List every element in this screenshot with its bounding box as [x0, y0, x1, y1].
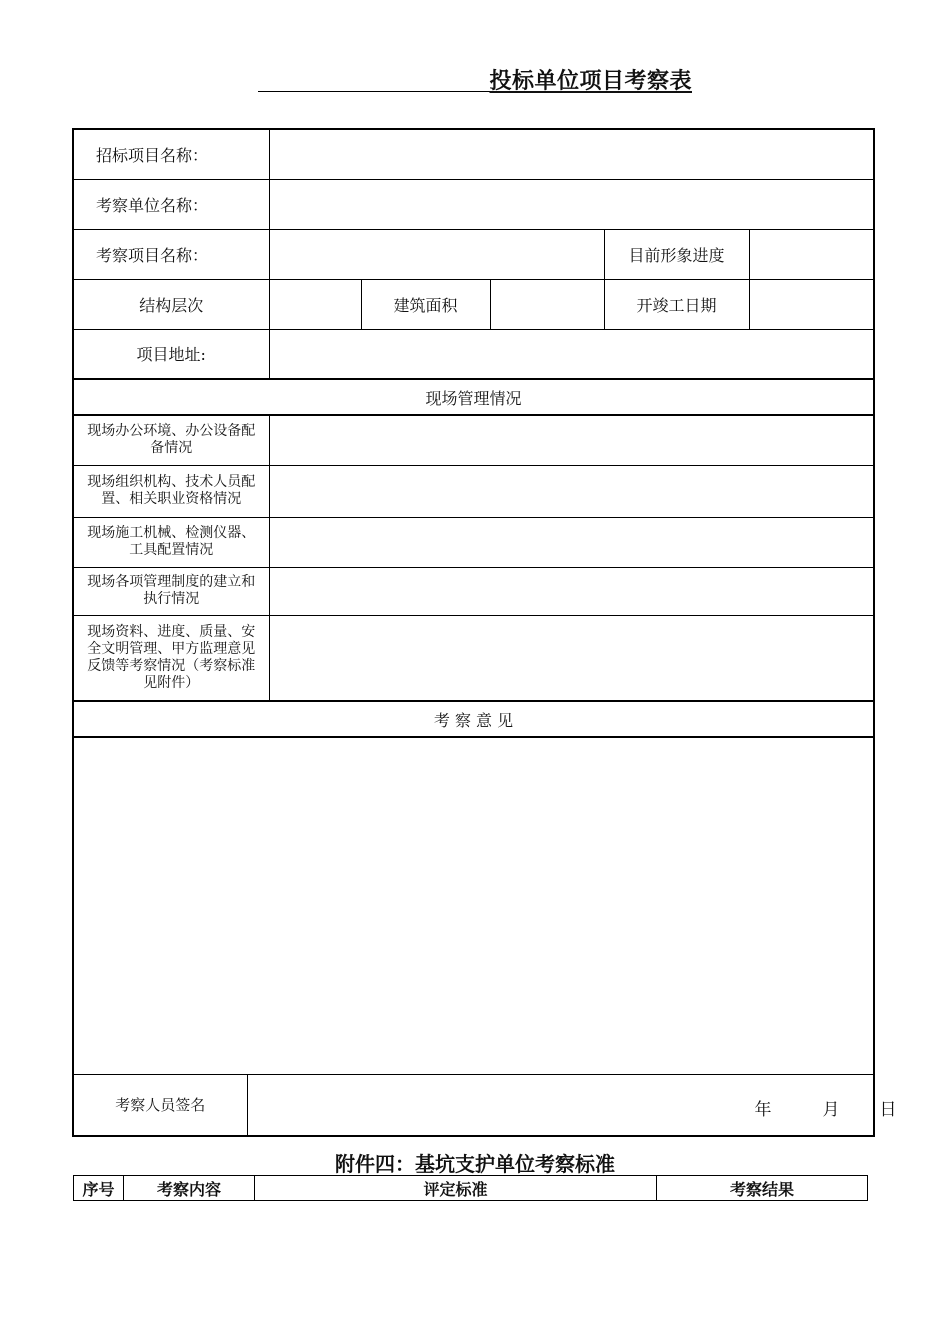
- mgmt-item-field[interactable]: [269, 615, 874, 701]
- structure-field[interactable]: [269, 279, 361, 329]
- date-month: 月: [822, 1099, 840, 1120]
- area-label: 建筑面积: [361, 279, 490, 329]
- dates-label: 开竣工日期: [604, 279, 749, 329]
- inspect-project-field[interactable]: [269, 229, 604, 279]
- structure-label: 结构层次: [73, 279, 269, 329]
- mgmt-item-field[interactable]: [269, 517, 874, 567]
- progress-label: 目前形象进度: [604, 229, 749, 279]
- inspect-unit-label: 考察单位名称：: [73, 179, 269, 229]
- area-field[interactable]: [490, 279, 604, 329]
- address-label: 项目地址:: [73, 329, 269, 379]
- progress-field[interactable]: [749, 229, 874, 279]
- inspect-unit-field[interactable]: [269, 179, 874, 229]
- annex-title: 附件四：基坑支护单位考察标准: [335, 1152, 615, 1176]
- page-title: 投标单位项目考察表: [489, 68, 692, 94]
- annex-col-result: 考察结果: [657, 1176, 868, 1201]
- annex-table: [73, 1175, 868, 1201]
- inspection-form: [72, 128, 897, 1137]
- annex-col-criteria: 评定标准: [255, 1176, 657, 1201]
- mgmt-item-field[interactable]: [269, 567, 874, 615]
- annex-col-content: 考察内容: [124, 1176, 255, 1201]
- mgmt-section-header: 现场管理情况: [73, 379, 874, 415]
- opinion-field[interactable]: [73, 737, 874, 1074]
- signature-field[interactable]: [247, 1074, 897, 1136]
- dates-field[interactable]: [749, 279, 874, 329]
- inspect-project-label: 考察项目名称：: [73, 229, 269, 279]
- project-name-label: 招标项目名称：: [73, 129, 269, 179]
- mgmt-item-field[interactable]: [269, 415, 874, 465]
- mgmt-item-label: 现场各项管理制度的建立和执行情况: [73, 567, 269, 615]
- mgmt-item-label: 现场组织机构、技术人员配置、相关职业资格情况: [73, 465, 269, 517]
- title-block: [258, 64, 692, 94]
- mgmt-item-label: 现场资料、进度、质量、安全文明管理、甲方监理意见反馈等考察情况（考察标准见附件）: [73, 615, 269, 701]
- date-year: 年: [754, 1099, 772, 1120]
- date-day: 日: [879, 1099, 897, 1120]
- annex-col-index: 序号: [74, 1176, 124, 1201]
- address-field[interactable]: [269, 329, 874, 379]
- mgmt-item-label: 现场施工机械、检测仪器、工具配置情况: [73, 517, 269, 567]
- mgmt-item-label: 现场办公环境、办公设备配备情况: [73, 415, 269, 465]
- project-name-field[interactable]: [269, 129, 874, 179]
- signature-label: 考察人员签名: [73, 1074, 247, 1136]
- opinion-section-header: 考 察 意 见: [73, 701, 874, 737]
- mgmt-item-field[interactable]: [269, 465, 874, 517]
